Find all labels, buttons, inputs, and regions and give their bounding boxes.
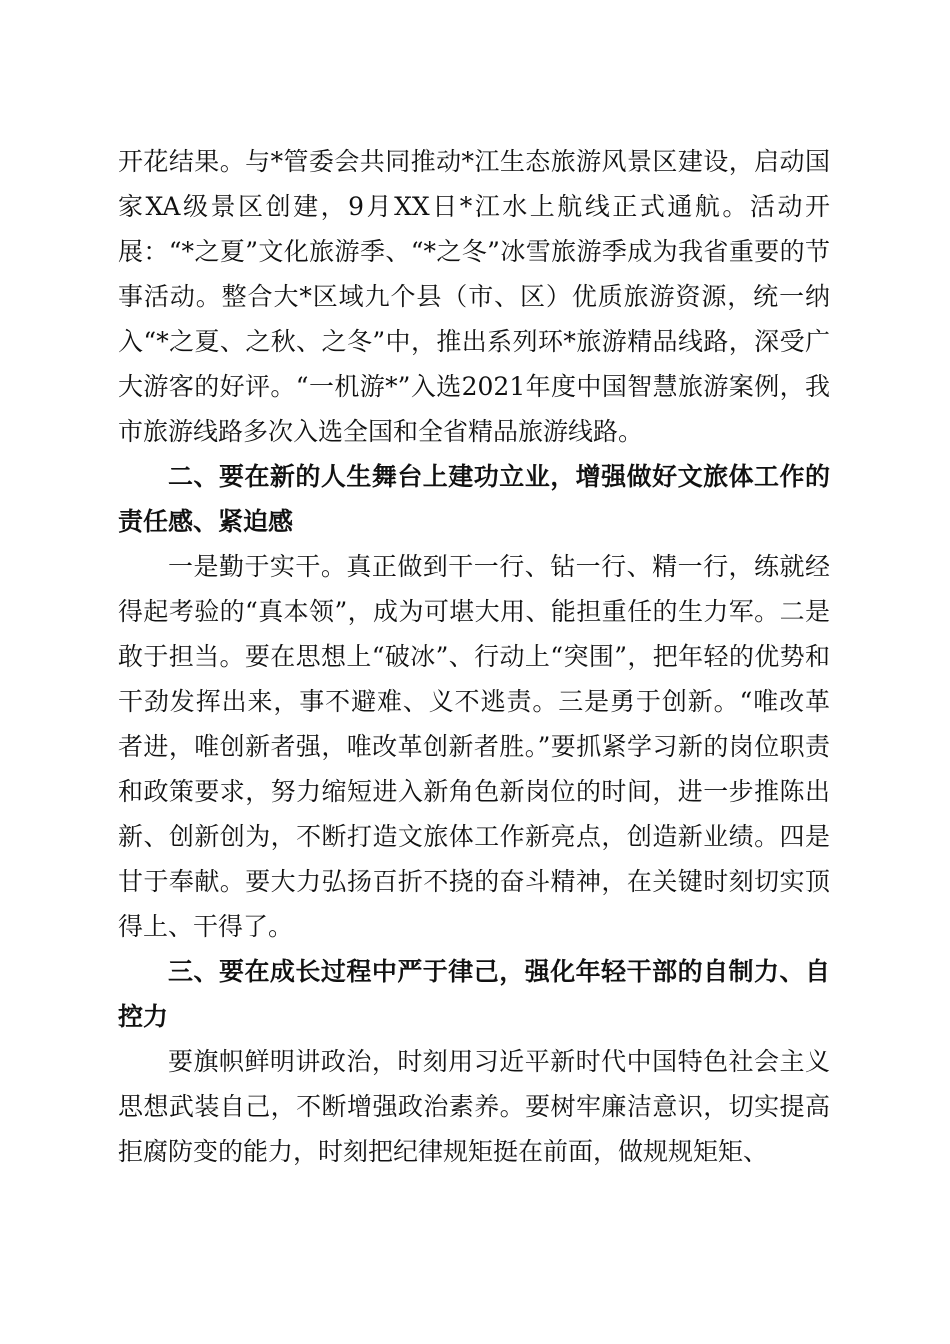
section-heading-3: 三、要在成长过程中严于律己，强化年轻干部的自制力、自控力 <box>118 957 830 1031</box>
body-paragraph-3: 要旗帜鲜明讲政治，时刻用习近平新时代中国特色社会主义思想武装自己，不断增强政治素养。要树牢廉洁意识，切实提高拒腐防变的能力，时刻把纪律规矩挺在前面，做规规矩矩、 <box>118 1047 830 1166</box>
body-paragraph-2: 一是勤于实干。真正做到干一行、钻一行、精一行，练就经得起考验的“真本领”，成为可堪大用、能担重任的生力军。二是敢于担当。要在思想上“破冰”、行动上“突围”，把年轻的优势和干劲发挥出来，事不避难、义不逃责。三是勇于创新。“唯改革者进，唯创新者强，唯改革创新者胜。”要抓紧学习新的岗位职责和政策要求，努力缩短进入新角色新岗位的时间，进一步推陈出新、创新创为，不断打造文旅体工作新亮点，创造新业绩。四是甘于奉献。要大力弘扬百折不挠的奋斗精神，在关键时刻切实顶得上、干得了。 <box>118 552 830 941</box>
document-page <box>118 139 830 1174</box>
body-paragraph-1: 开花结果。与*管委会共同推动*江生态旅游风景区建设，启动国家XA级景区创建，9月XX日*江水上航线正式通航。活动开展：“*之夏”文化旅游季、“*之冬”冰雪旅游季成为我省重要的节事活动。整合大*区域九个县（市、区）优质旅游资源，统一纳入“*之夏、之秋、之冬”中，推出系列环*旅游精品线路，深受广大游客的好评。“一机游*”入选2021年度中国智慧旅游案例，我市旅游线路多次入选全国和全省精品旅游线路。 <box>118 147 830 446</box>
section-heading-2: 二、要在新的人生舞台上建功立业，增强做好文旅体工作的责任感、紧迫感 <box>118 462 830 536</box>
